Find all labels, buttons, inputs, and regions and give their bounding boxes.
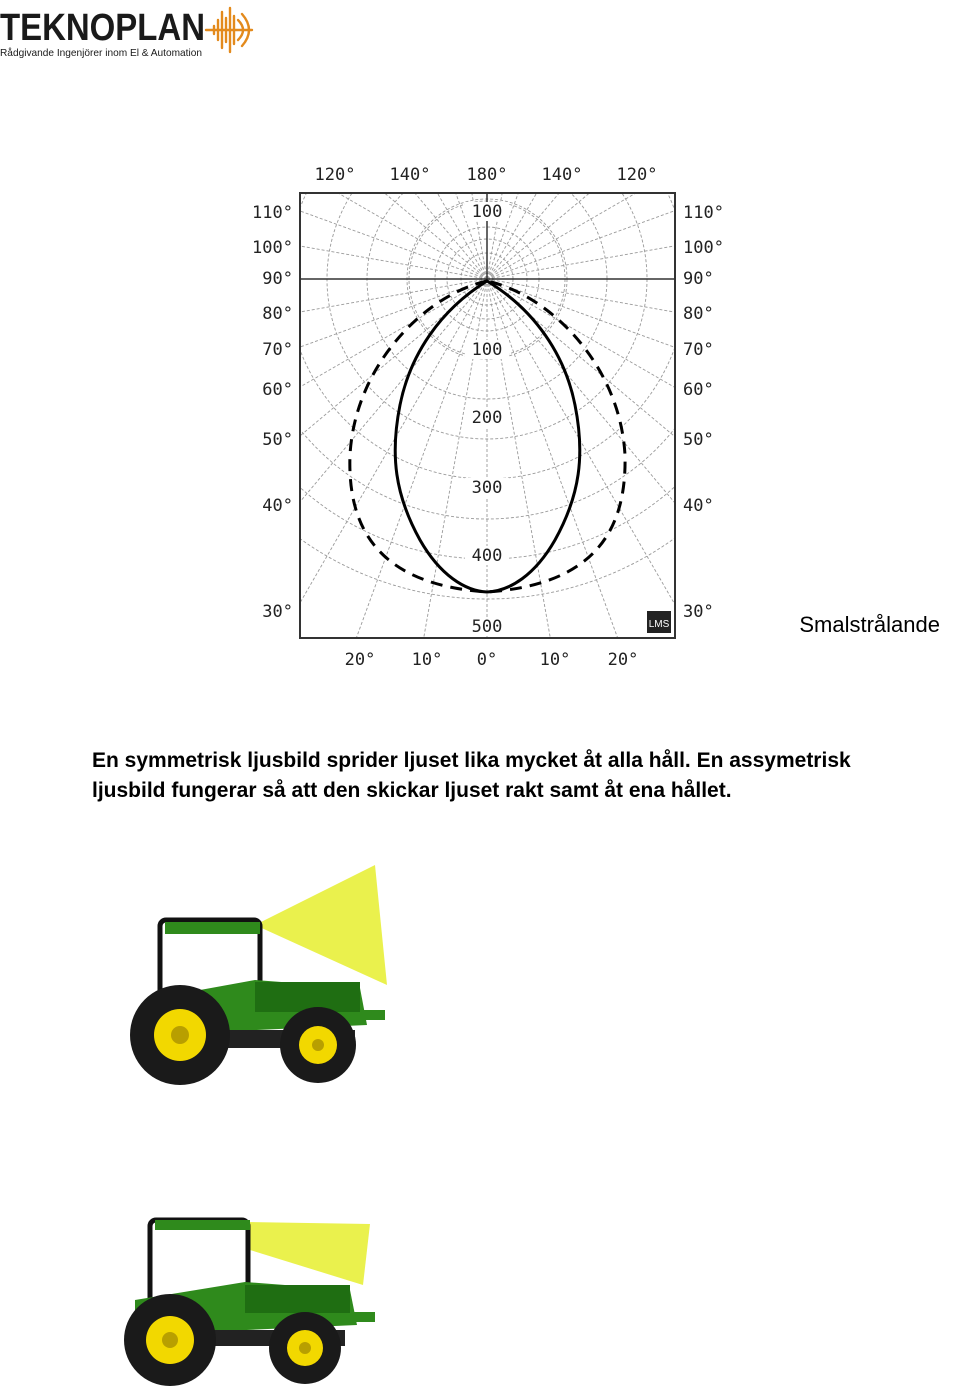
top-angle-label: 140° [389, 165, 431, 185]
company-logo [0, 0, 270, 62]
body-paragraph [92, 746, 960, 806]
top-angle-label: 120° [616, 165, 658, 185]
right-angle-label: 100° [683, 238, 724, 258]
left-angle-label: 90° [262, 269, 293, 289]
left-angle-label: 100° [252, 238, 293, 258]
left-angle-label: 70° [262, 340, 293, 360]
right-angle-label: 50° [683, 430, 714, 450]
polar-light-distribution-diagram [235, 155, 745, 675]
radial-intensity-label: 400 [471, 546, 503, 566]
right-angle-label: 90° [683, 269, 714, 289]
logo-tagline: Rådgivande Ingenjörer inom El & Automation [0, 47, 203, 59]
logo-wave-icon [206, 8, 252, 52]
bottom-angle-label: 20° [607, 650, 639, 670]
radial-intensity-label: 200 [471, 408, 503, 428]
left-angle-label: 110° [252, 203, 293, 223]
right-angle-label: 40° [683, 496, 714, 516]
right-angle-label: 110° [683, 203, 724, 223]
caption-narrow-beam: Smalstrålande [799, 612, 940, 637]
body-line-2: ljusbild fungerar så att den skickar ljuset rakt samt åt ena hållet. [92, 779, 732, 802]
svg-text:LMS: LMS [648, 619, 670, 630]
left-angle-label: 80° [262, 304, 293, 324]
bottom-angle-label: 10° [539, 650, 571, 670]
light-beam [255, 865, 387, 985]
bottom-angle-label: 20° [344, 650, 376, 670]
top-angle-label: 180° [466, 165, 508, 185]
tractor-asymmetric-light-illustration [95, 1210, 395, 1390]
light-beam [245, 1222, 370, 1285]
left-angle-label: 40° [262, 496, 293, 516]
right-angle-label: 80° [683, 304, 714, 324]
body-line-1: En symmetrisk ljusbild sprider ljuset lika mycket åt alla håll. En assymetrisk [92, 749, 851, 772]
right-angle-label: 30° [683, 602, 714, 622]
top-angle-label: 140° [541, 165, 583, 185]
radial-intensity-label: 300 [471, 478, 503, 498]
left-angle-label: 30° [262, 602, 293, 622]
tractor-symmetric-light-illustration [105, 860, 405, 1100]
bottom-angle-label: 0° [476, 650, 498, 670]
radial-intensity-label: 100 [471, 202, 503, 222]
radial-intensity-label: 500 [471, 617, 503, 637]
left-angle-label: 60° [262, 380, 293, 400]
right-angle-label: 70° [683, 340, 714, 360]
radial-intensity-label: 100 [471, 340, 503, 360]
logo-name: TEKNOPLAN [0, 7, 205, 49]
right-angle-label: 60° [683, 380, 714, 400]
top-angle-label: 120° [314, 165, 356, 185]
left-angle-label: 50° [262, 430, 293, 450]
bottom-angle-label: 10° [411, 650, 443, 670]
